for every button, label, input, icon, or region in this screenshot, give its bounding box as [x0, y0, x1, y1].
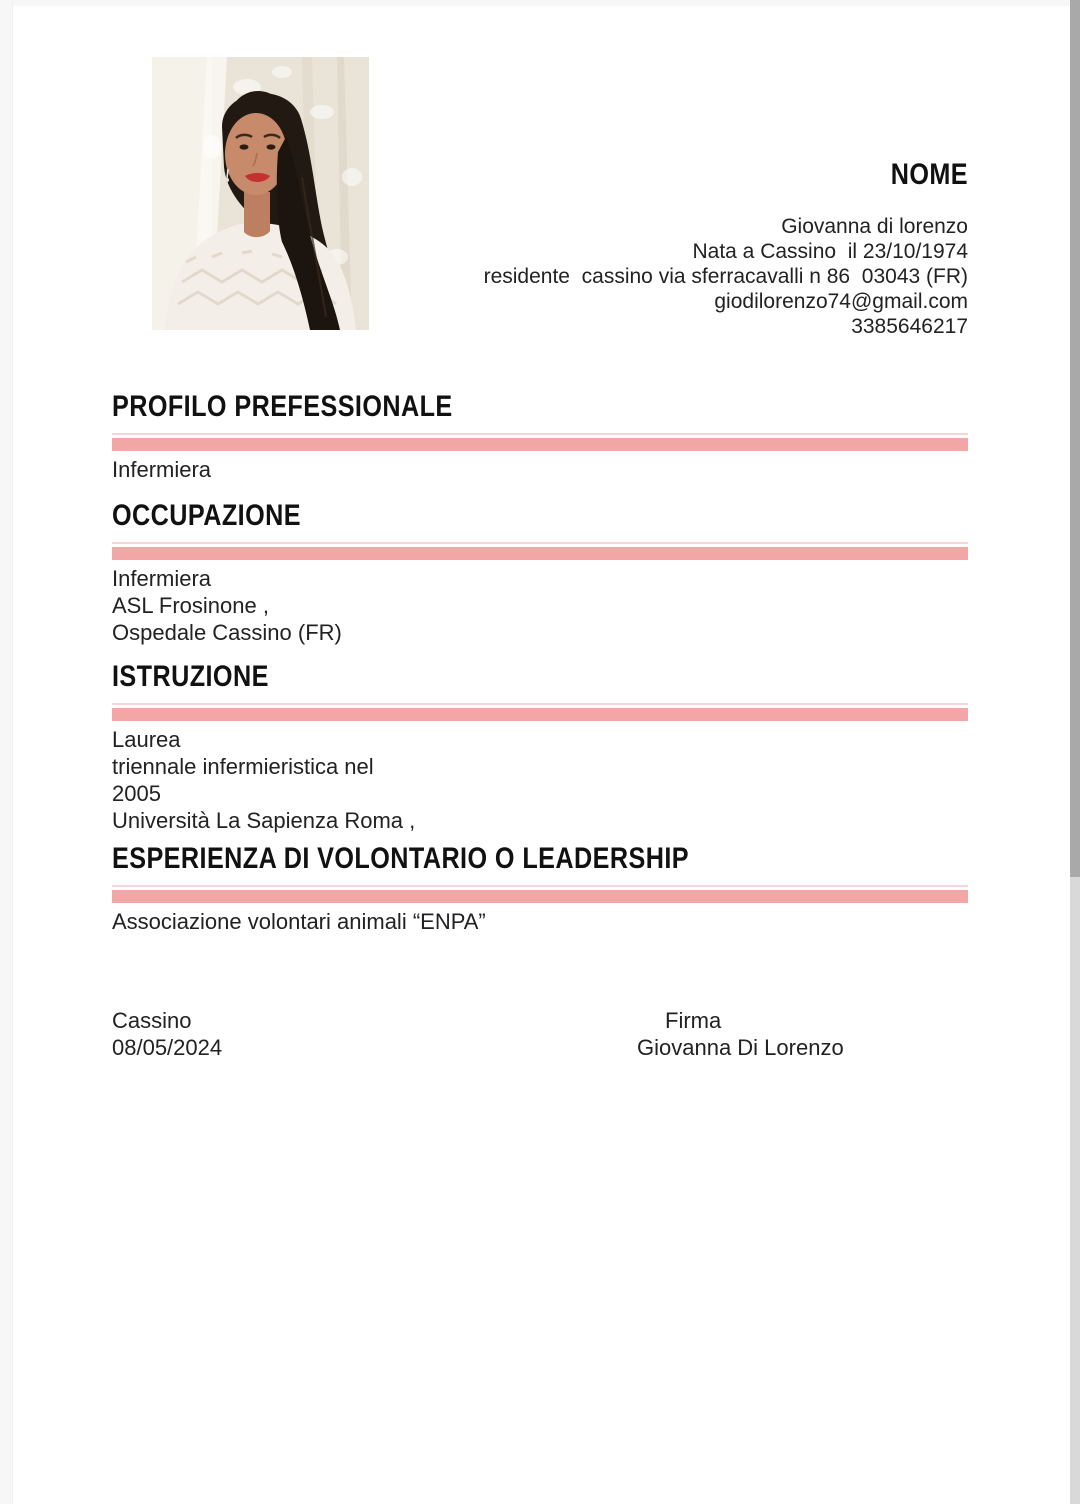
section-esperienza-body: [112, 908, 968, 935]
scrollbar-track[interactable]: [1070, 0, 1080, 1504]
section-profilo: [112, 390, 968, 483]
body-line: ASL Frosinone ,: [112, 593, 269, 618]
section-istruzione-title: ISTRUZIONE: [112, 660, 269, 693]
section-istruzione: [112, 660, 968, 834]
section-esperienza-title: ESPERIENZA DI VOLONTARIO O LEADERSHIP: [112, 842, 690, 875]
section-rule-thin: [112, 885, 968, 887]
profile-photo: [152, 57, 369, 330]
footer-place: Cassino: [112, 1008, 192, 1033]
signature-label: Firma: [665, 1008, 722, 1033]
name-heading-text: NOME: [890, 158, 968, 191]
section-occupazione-title: OCCUPAZIONE: [112, 499, 301, 532]
profile-photo-illustration: [152, 57, 369, 330]
body-line: Infermiera: [112, 566, 212, 591]
cv-content: [112, 0, 968, 1067]
section-istruzione-body: [112, 726, 968, 834]
section-rule-thin: [112, 542, 968, 544]
contact-birth: Nata a Cassino il 23/10/1974: [692, 240, 968, 263]
section-profilo-title: PROFILO PREFESSIONALE: [112, 390, 453, 423]
section-rule: [112, 890, 968, 903]
section-rule: [112, 438, 968, 451]
section-occupazione: [112, 499, 968, 646]
cv-header: [112, 0, 968, 390]
scrollbar-thumb[interactable]: [1070, 0, 1080, 877]
section-esperienza: [112, 842, 968, 935]
section-profilo-body: [112, 456, 968, 483]
contact-email: giodilorenzo74@gmail.com: [714, 290, 968, 313]
page-left-margin: [0, 0, 13, 1504]
body-line: Università La Sapienza Roma ,: [112, 808, 416, 833]
contact-address: residente cassino via sferracavalli n 86 03043 (FR): [483, 265, 968, 288]
footer-date: 08/05/2024: [112, 1035, 223, 1060]
body-line: Laurea: [112, 727, 181, 752]
section-occupazione-body: [112, 565, 968, 646]
signature-name: Giovanna Di Lorenzo: [637, 1035, 844, 1060]
body-line: Infermiera: [112, 457, 212, 482]
section-rule: [112, 708, 968, 721]
section-rule-thin: [112, 433, 968, 435]
body-line: Ospedale Cassino (FR): [112, 620, 342, 645]
contact-phone: 3385646217: [851, 315, 968, 338]
cv-footer: [112, 1007, 968, 1067]
section-rule: [112, 547, 968, 560]
body-line: 2005: [112, 781, 161, 806]
contact-name: Giovanna di lorenzo: [781, 215, 968, 238]
body-line: triennale infermieristica nel: [112, 754, 374, 779]
section-rule-thin: [112, 703, 968, 705]
body-line: Associazione volontari animali “ENPA”: [112, 909, 486, 934]
